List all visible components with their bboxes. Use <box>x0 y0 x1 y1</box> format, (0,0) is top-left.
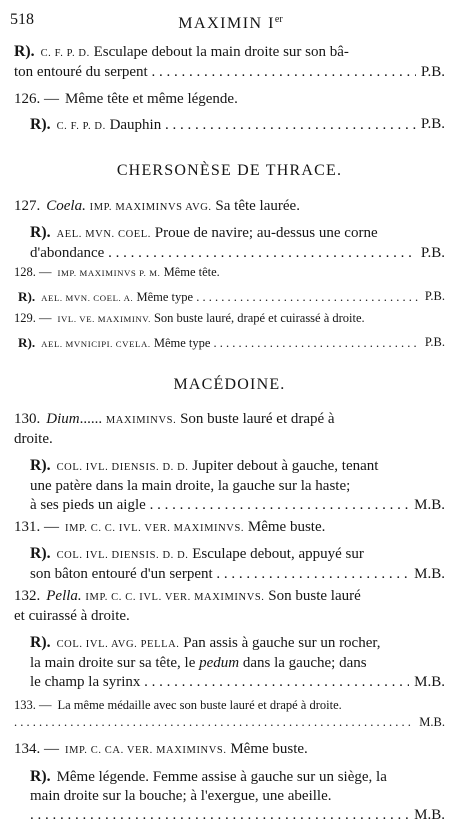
text-line: 129. — IVL. VE. MAXIMINV. Son buste lauré, drapé et cuirassé à droite. <box>14 311 365 325</box>
text-line: 133. — La même médaille avec son buste lauré et drapé à droite. <box>14 698 342 712</box>
entry-number: 128. — <box>14 265 52 279</box>
rarity-mark: M.B. <box>409 565 445 584</box>
reverse-mark: R). <box>18 335 36 350</box>
text-line: à ses pieds un aigle M.B. . . . <box>14 496 445 515</box>
text-line: d'abondance P.B. . . . <box>14 244 445 263</box>
reverse-mark: R). <box>30 457 51 474</box>
entry-number: 132. <box>14 588 41 604</box>
entry-number: 134. — <box>14 741 59 757</box>
text-line: 131. — IMP. C. C. IVL. VER. MAXIMINVS. Même buste. <box>14 519 326 535</box>
text-line: 127. Coela. IMP. MAXIMINVS AVG. Sa tête laurée. <box>14 198 300 214</box>
rarity-mark: M.B. <box>409 806 445 825</box>
text-line <box>14 714 445 731</box>
reverse-mark: R). <box>30 545 51 562</box>
reverse-mark: R). <box>14 43 35 60</box>
text-line: R). AEL. MVN. COEL. A. Même type P.B. . . . <box>14 288 445 305</box>
text-line: R). AEL. MVN. COEL. Proue de navire; au-dessus une corne <box>30 224 378 241</box>
rarity-mark: M.B. <box>414 714 445 731</box>
text-line: R). COL. IVL. DIENSIS. D. D. Jupiter debout à gauche, tenant <box>30 457 379 474</box>
entry-126 <box>14 90 445 134</box>
text-line: R). C. F. P. D. Dauphin P.B. . . . <box>14 115 445 134</box>
text-line: et cuirassé à droite. <box>14 608 130 624</box>
rarity-mark: P.B. <box>416 63 445 82</box>
entry-128 <box>14 264 445 305</box>
text-line: son bâton entouré d'un serpent M.B. . . . <box>14 565 445 584</box>
entry-133 <box>14 697 445 731</box>
entry-131 <box>14 518 445 584</box>
entry-129 <box>14 310 445 351</box>
entry-number: 126. — <box>14 91 59 107</box>
text-line: R). AEL. MVNICIPI. CVELA. Même type P.B. . . . <box>14 334 445 351</box>
text-line: main droite sur la bouche; à l'exergue, une abeille. <box>30 788 332 804</box>
entry-number: 130. <box>14 411 41 427</box>
rarity-mark: M.B. <box>409 673 445 692</box>
page-number: 518 <box>10 11 34 28</box>
text-line: 132. Pella. IMP. C. C. IVL. VER. MAXIMINVS. Son buste lauré <box>14 588 361 604</box>
reverse-mark: R). <box>18 289 36 304</box>
text-line: 128. — IMP. MAXIMINVS P. M. Même tête. <box>14 265 220 279</box>
text-line: R). COL. IVL. AVG. PELLA. Pan assis à gauche sur un rocher, <box>30 634 381 651</box>
rarity-mark: P.B. <box>416 244 445 263</box>
running-title: MAXIMIN Ier <box>178 14 283 32</box>
rarity-mark: P.B. <box>420 288 445 305</box>
rarity-mark: P.B. <box>416 115 445 134</box>
entry-number: 127. <box>14 198 41 214</box>
text-line <box>14 806 445 825</box>
entry-132 <box>14 587 445 692</box>
section-heading-macedoine: MACÉDOINE. <box>173 376 286 393</box>
reverse-mark: R). <box>30 634 51 651</box>
text-line: R). C. F. P. D. Esculape debout la main droite sur son bâ- <box>14 43 349 60</box>
text-line: 134. — IMP. C. CA. VER. MAXIMINVS. Même buste. <box>14 741 308 757</box>
entry-134 <box>14 740 445 825</box>
entry-number: 129. — <box>14 311 52 325</box>
text-line: la main droite sur sa tête, le pedum dans la gauche; dans <box>30 655 367 671</box>
section-heading-chersonese: CHERSONÈSE DE THRACE. <box>116 162 343 179</box>
entry-number: 133. — <box>14 698 52 712</box>
reverse-mark: R). <box>30 224 51 241</box>
entry-number: 131. — <box>14 519 59 535</box>
text-line: R). Même légende. Femme assise à gauche sur un siège, la <box>30 768 387 785</box>
text-line: le champ la syrinx M.B. . . . <box>14 673 445 692</box>
text-line: 130. Dium...... MAXIMINVS. Son buste lauré et drapé à <box>14 411 335 427</box>
entry-127 <box>14 197 445 263</box>
text-line: une patère dans la main droite, la gauche sur la haste; <box>30 478 351 494</box>
entry-130 <box>14 410 445 515</box>
text-line: ton entouré du serpent P.B. . . . <box>14 63 445 82</box>
text-line: 126. — Même tête et même légende. <box>14 91 238 107</box>
reverse-mark: R). <box>30 116 51 133</box>
reverse-mark: R). <box>30 768 51 785</box>
running-header <box>10 9 451 31</box>
text-line: R). COL. IVL. DIENSIS. D. D. Esculape debout, appuyé sur <box>30 545 364 562</box>
text-line: droite. <box>14 431 53 447</box>
rarity-mark: M.B. <box>409 496 445 515</box>
rarity-mark: P.B. <box>420 334 445 351</box>
entry-125-reverse <box>14 42 445 82</box>
